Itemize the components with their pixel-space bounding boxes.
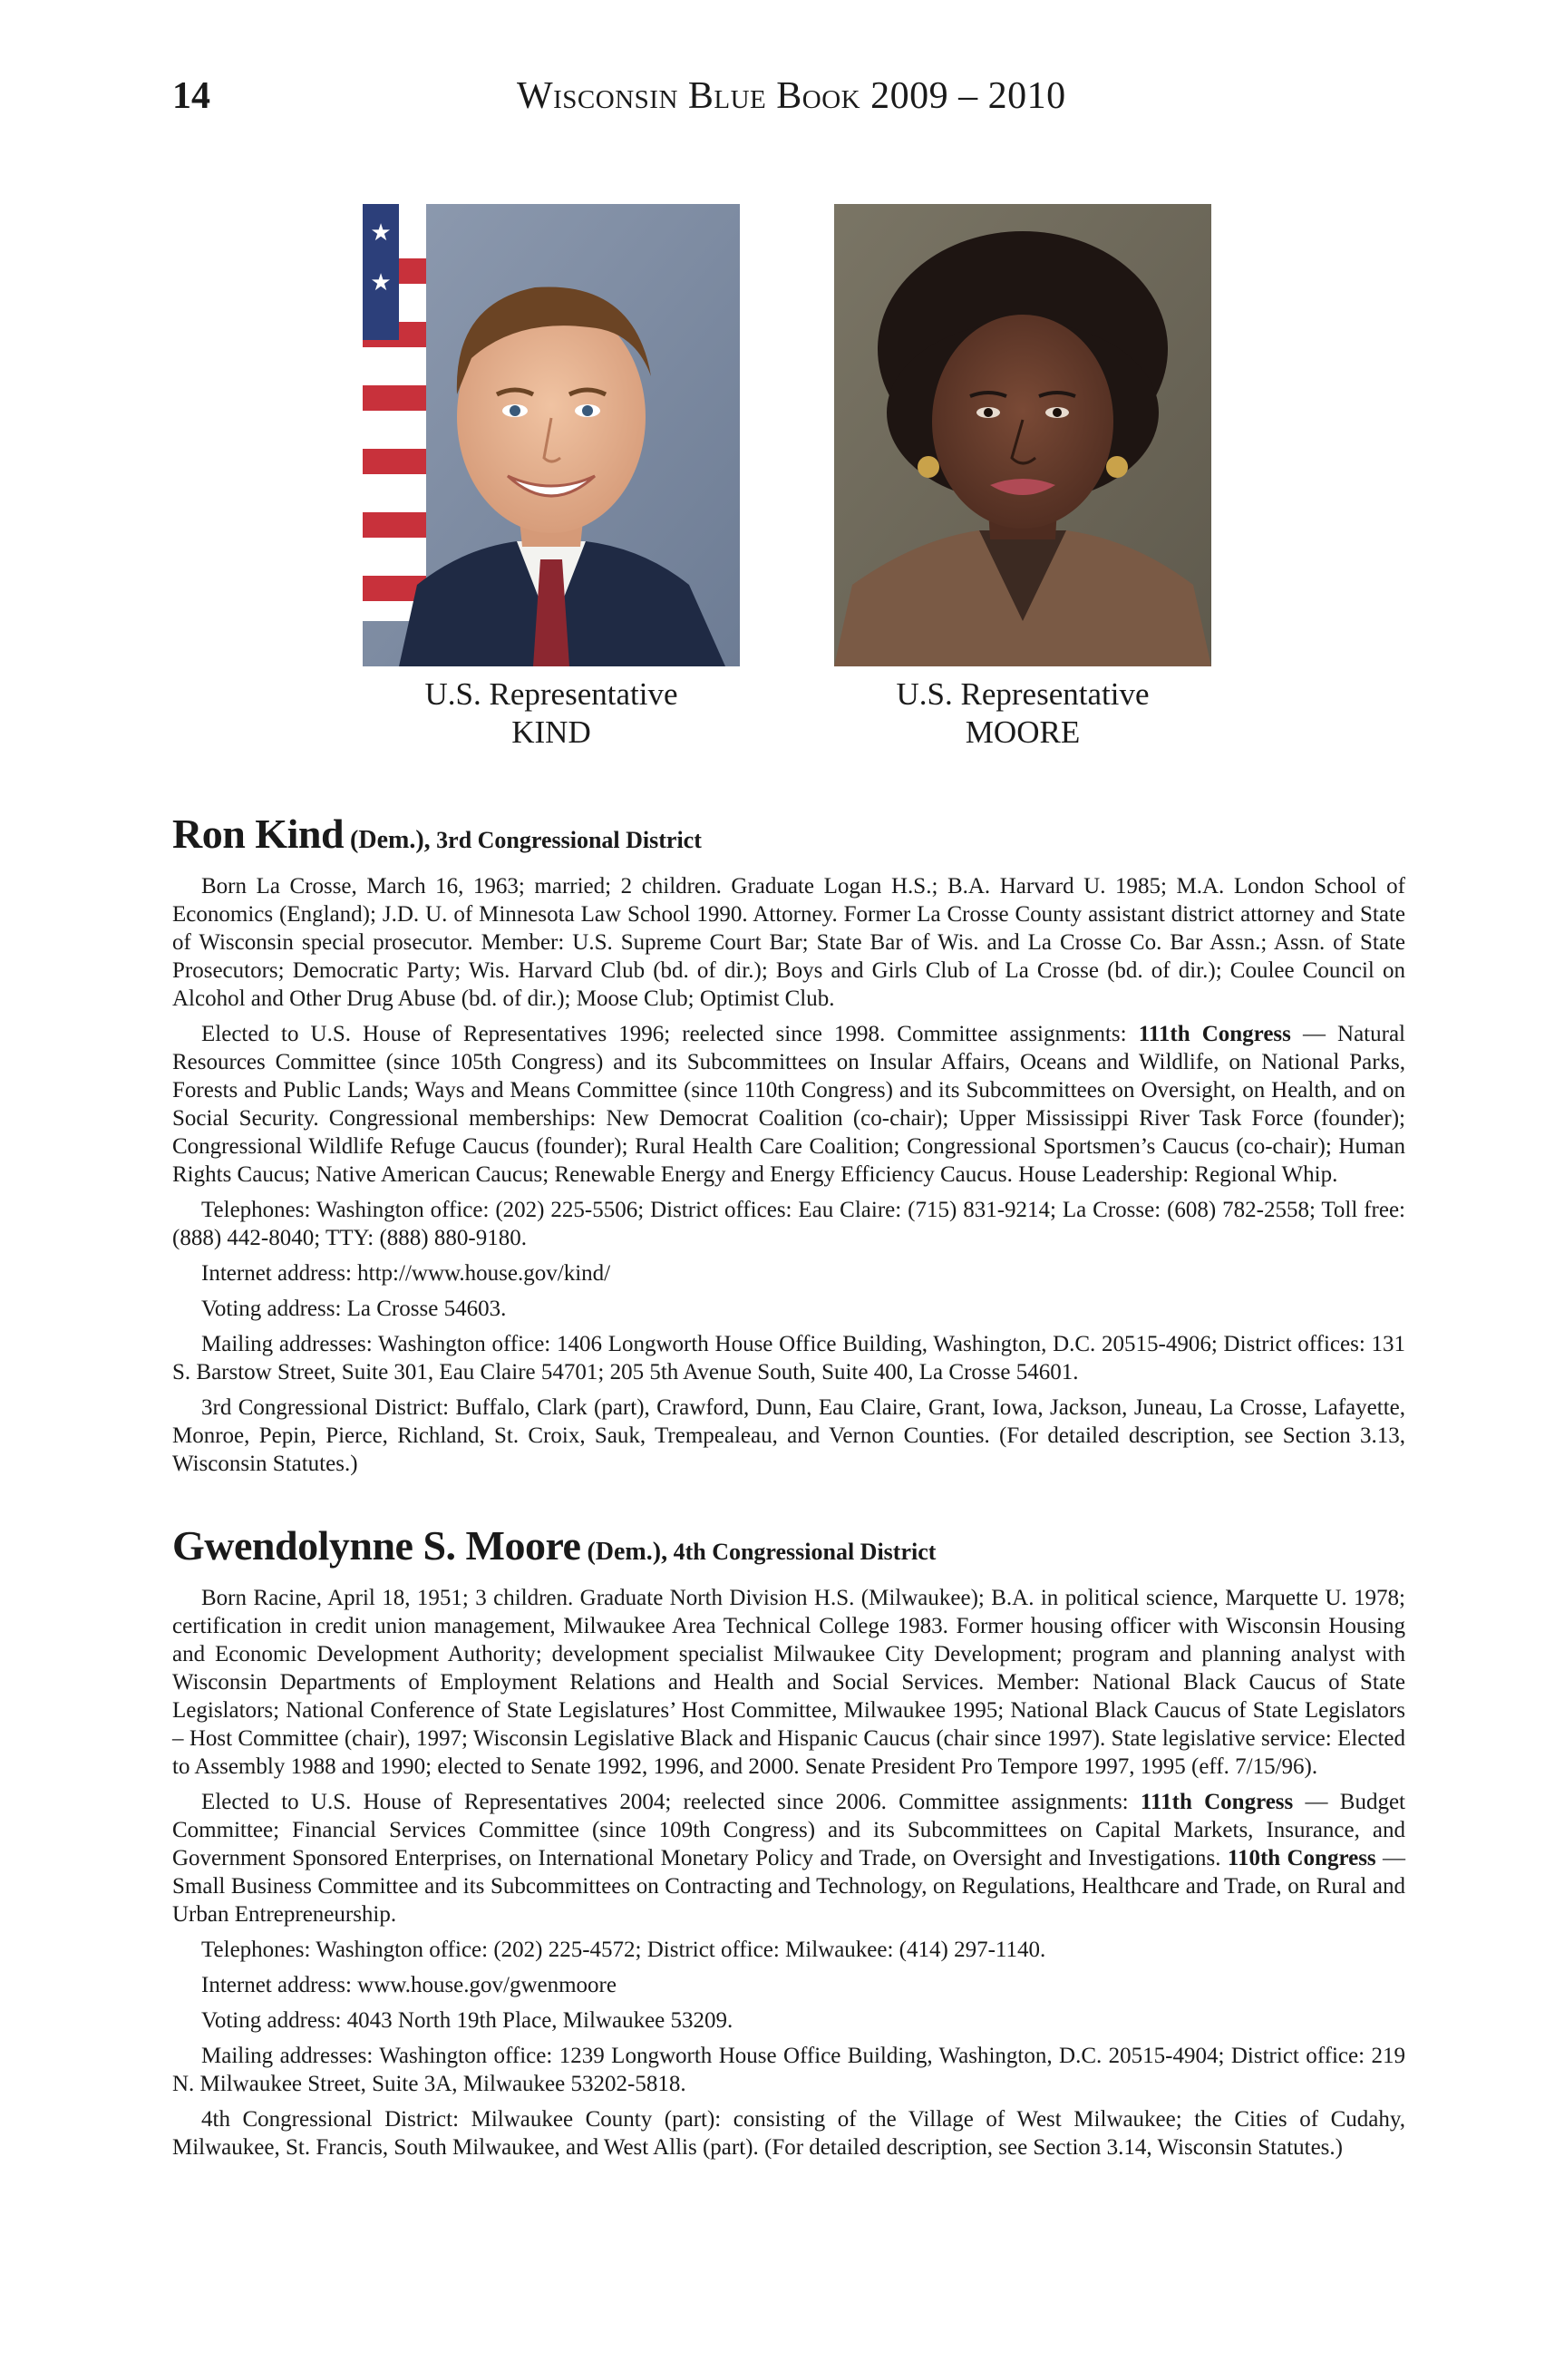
committee-text: Elected to U.S. House of Representatives 1996; reelected since 1998. Committee assignments: <box>201 1022 1139 1046</box>
biography-moore-heading <box>172 1523 1405 1579</box>
voting-paragraph: Voting address: La Crosse 54603. <box>201 1297 507 1321</box>
bio-name: Ron Kind <box>172 811 345 857</box>
voting-paragraph: Voting address: 4043 North 19th Place, Milwaukee 53209. <box>201 2008 733 2033</box>
telephones-paragraph: Telephones: Washington office: (202) 225-5506; District offices: Eau Claire: (715) 831-9214; La Crosse: (608) 782-2558; Toll free: (888) 442-8040; TTY: (888) 880-9180. <box>172 1198 1405 1250</box>
bio-name: Gwendolynne S. Moore <box>172 1522 581 1569</box>
svg-text:★: ★ <box>370 269 392 296</box>
committee-paragraph <box>172 1788 1405 1928</box>
district-paragraph: 4th Congressional District: Milwaukee County (part): consisting of the Village of West Milwaukee; the Cities of Cudahy, Milwaukee, St. Francis, South Milwaukee, and West Allis (part). (For detailed description, see Section 3.14, Wisconsin Statutes.) <box>172 2107 1405 2160</box>
committee-text: — Small Business Committee and its Subcommittees on Contracting and Technology, on Regulations, Healthcare and Trade, on Rural and Urban Entrepreneurship. <box>172 1846 1406 1927</box>
portrait-moore <box>834 204 1211 666</box>
page-number: 14 <box>172 75 210 117</box>
internet-paragraph: Internet address: www.house.gov/gwenmoore <box>201 1973 617 1997</box>
bio-party: (Dem.), <box>580 1538 668 1566</box>
caption-kind <box>316 675 787 752</box>
biography-kind <box>172 811 1405 1485</box>
caption-moore-title: U.S. Representative <box>896 676 1150 712</box>
portrait-moore-image <box>834 204 1211 666</box>
caption-kind-name: KIND <box>511 714 591 750</box>
bio-district: 4th Congressional District <box>667 1539 937 1565</box>
bio-paragraph: Born La Crosse, March 16, 1963; married; 2 children. Graduate Logan H.S.; B.A. Harvard U. 1985; M.A. London School of Economics (England); J.D. U. of Minnesota Law School 1990. Attorney. Former La Crosse County assistant district attorney and State of Wisconsin special prosecutor. Member: U.S. Supreme Court Bar; State Bar of Wis. and La Crosse Co. Bar Assn.; Assn. of State Prosecutors; Democratic Party; Wis. Harvard Club (bd. of dir.); Boys and Girls Club of La Crosse (bd. of dir.); Coulee Council on Alcohol and Other Drug Abuse (bd. of dir.); Moose Club; Optimist Club. <box>172 874 1405 1011</box>
internet-paragraph: Internet address: http://www.house.gov/kind/ <box>201 1261 611 1286</box>
committee-text: — Natural Resources Committee (since 105th Congress) and its Subcommittees on Insular Affairs, Oceans and Wildlife, on National Parks, Forests and Public Lands; Ways and Means Committee (since 110th Congress) and its Subcommittees on Oversight, on Health, and on Social Security. Congressional memberships: New Democrat Coalition (co-chair); Upper Mississippi River Task Force (founder); Congressional Wildlife Refuge Caucus (founder); Rural Health Care Coalition; Congressional Sportsmen’s Caucus (co-chair); Human Rights Caucus; Native American Caucus; Renewable Energy and Energy Efficiency Caucus. House Leadership: Regional Whip. <box>172 1022 1405 1187</box>
mailing-paragraph: Mailing addresses: Washington office: 1239 Longworth House Office Building, Washington, D.C. 20515-4904; District office: 219 N. Milwaukee Street, Suite 3A, Milwaukee 53202-5818. <box>172 2044 1405 2096</box>
mailing-paragraph: Mailing addresses: Washington office: 1406 Longworth House Office Building, Washington, D.C. 20515-4906; District offices: 131 S. Barstow Street, Suite 301, Eau Claire 54701; 205 5th Avenue South, Suite 400, La Crosse 54601. <box>172 1332 1405 1384</box>
running-header <box>172 74 1405 129</box>
portrait-kind <box>363 204 740 666</box>
bio-paragraph: Born Racine, April 18, 1951; 3 children. Graduate North Division H.S. (Milwaukee); B.A. in political science, Marquette U. 1978; certification in credit union management, Milwaukee Area Technical College 1983. Former housing officer with Wisconsin Housing and Economic Development Authority; development specialist Milwaukee City Development; program and planning analyst with Wisconsin Departments of Employment Relations and Health and Social Services. Member: National Black Caucus of State Legislators; National Conference of State Legislatures’ Host Committee, Milwaukee 1995; National Black Caucus of State Legislators – Host Committee (chair), 1997; Wisconsin Legislative Black and Hispanic Caucus (chair since 1997). State legislative service: Elected to Assembly 1988 and 1990; elected to Senate 1992, 1996, and 2000. Senate President Pro Tempore 1997, 1995 (eff. 7/15/96). <box>172 1586 1405 1779</box>
telephones-paragraph: Telephones: Washington office: (202) 225-4572; District office: Milwaukee: (414) 297-1140. <box>201 1938 1046 1962</box>
bio-party: (Dem.), <box>344 826 431 854</box>
committee-paragraph <box>172 1020 1405 1189</box>
bio-district: 3rd Congressional District <box>430 827 702 853</box>
caption-moore <box>787 675 1258 752</box>
congress-label: 111th Congress <box>1140 1790 1294 1814</box>
caption-moore-name: MOORE <box>965 714 1081 750</box>
biography-moore <box>172 1523 1405 2169</box>
committee-text: — Budget Committee; Financial Services Committee (since 109th Congress) and its Subcommittees on Capital Markets, Insurance, and Government Sponsored Enterprises, on International Monetary Policy and Trade, on Oversight and Investigations. <box>172 1790 1406 1870</box>
congress-label: 110th Congress <box>1227 1846 1376 1870</box>
caption-kind-title: U.S. Representative <box>424 676 678 712</box>
portrait-kind-image <box>363 204 740 666</box>
committee-text: Elected to U.S. House of Representatives 2004; reelected since 2006. Committee assignments: <box>201 1790 1141 1814</box>
svg-text:★: ★ <box>370 219 392 246</box>
district-paragraph: 3rd Congressional District: Buffalo, Clark (part), Crawford, Dunn, Eau Claire, Grant, Iowa, Jackson, Juneau, La Crosse, Lafayette, Monroe, Pepin, Pierce, Richland, St. Croix, Sauk, Trempealeau, and Vernon Counties. (For detailed description, see Section 3.13, Wisconsin Statutes.) <box>172 1395 1405 1476</box>
biography-kind-heading <box>172 811 1405 867</box>
congress-label: 111th Congress <box>1138 1022 1291 1046</box>
running-title: Wisconsin Blue Book 2009 – 2010 <box>517 75 1066 117</box>
